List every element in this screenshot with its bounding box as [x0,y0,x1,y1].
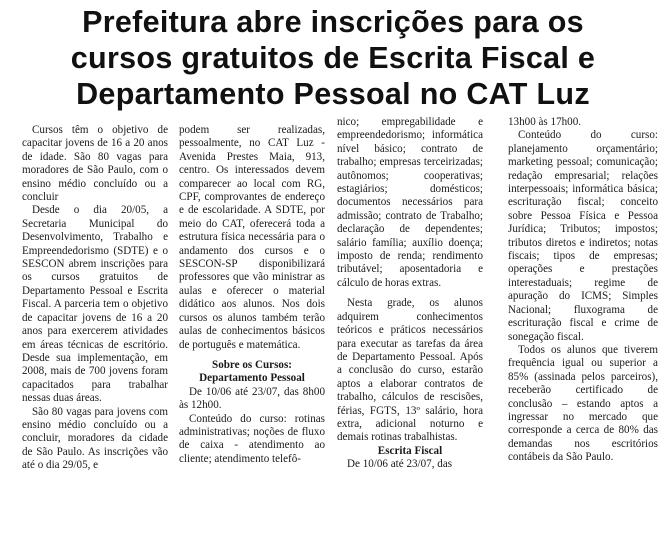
paragraph: 13h00 às 17h00. [508,116,582,128]
paragraph: podem ser realizadas, pessoalmente, no CAT Luz - Avenida Prestes Maia, 913, centro. Os interessados devem comparecer ao local com RG, CPF, comprovantes de endereço e de escolaridade. A SDTE, por meio do CAT, oferecerá toda a estrutura física necessária para o andamento dos cursos e o SESCON-SP disponibilizará professores que vão ministrar as aulas e oferecer o material didático aos alunos. Nos dois cursos os alunos também terão aulas de conhecimentos básicos de português e matemática. [179,124,325,351]
paragraph: Todos os alunos que tiverem frequência igual ou superior a 85% (assinada pelos parceiros), receberão certificado de conclusão – estando aptos a ingressar no mercado que corresponde a cerca de 80% das demandas nos escritórios contábeis da São Paulo. [508,343,658,464]
article-body [22,116,662,548]
subheading: Escrita Fiscal [377,444,443,457]
headline-line-3: Departamento Pessoal no CAT Luz [76,77,590,111]
headline-line-1: Prefeitura abre inscrições para os [82,5,584,39]
paragraph: Desde o dia 20/05, a Secretaria Municipal do Desenvolvimento, Trabalho e Empreendedorismo (SDTE) e o SESCON abrem inscrições para os cursos gratuitos de Departamento Pessoal e Escrita Fiscal. A parceria tem o objetivo de capacitar jovens de 16 a 20 anos para exercerem atividades em áreas técnicas de escritório. Desde sua implementação, em 2008, mais de 700 jovens foram capacitados para trabalhar nessas duas áreas. [22,204,168,405]
paragraph: São 80 vagas para jovens com ensino médio concluído ou a concluir, moradores da cidade de São Paulo. As inscrições vão até o dia 29/05, e [22,405,168,472]
paragraph: De 10/06 até 23/07, das 8h00 às 12h00. [179,385,325,412]
paragraph: De 10/06 até 23/07, das [347,458,453,471]
paragraph: Conteúdo do curso: rotinas administrativas; noções de fluxo de caixa - atendimento ao cliente; atendimento telefô- [179,412,325,465]
column-1 [22,124,168,473]
subheading: Departamento Pessoal [199,372,305,385]
paragraph: Conteúdo do curso: planejamento orçamentário; marketing pessoal; comunicação; redação empresarial; relações interpessoais; informática básica; escrituração fiscal; conceito sobre Pessoa Física e Pessoa Jurídica; Tributos; impostos; tributos diretos e indiretos; notas fiscais; tipos de empresas; operações e prestações interestaduais; regime de apuração do ICMS; Simples Nacional; fluxograma de escrituração fiscal e crime de sonegação fiscal. [508,129,658,343]
column-3 [337,116,483,472]
subheading: Sobre os Cursos: [212,358,292,371]
paragraph: nico; empregabilidade e empreendedorismo; informática nível básico; contrato de trabalho; empresas terceirizadas; autônomos; cooperativas; estagiários; domésticos; documentos necessários para admissão; contrato de Trabalho; declaração de dependentes; salário família; auxílio doença; imposto de renda; rendimento tributável; aposentadoria e cálculo de horas extras. [337,116,483,289]
column-2 [179,124,325,466]
paragraph: Cursos têm o objetivo de capacitar jovens de 16 a 20 anos de idade. São 80 vagas para moradores de São Paulo, com o ensino médio concluído ou a concluir [22,124,168,204]
paragraph: Nesta grade, os alunos adquirem conhecimentos teóricos e práticos necessários para executar as tarefas da área de Departamento Pessoal. Após a conclusão do curso, estarão aptos a elaborar contratos de trabalho, cálculos de rescisões, férias, FGTS, 13º salário, hora extra, adicional noturno e demais rotinas trabalhistas. [337,297,483,444]
column-4 [508,116,658,465]
headline-line-2: cursos gratuitos de Escrita Fiscal e [70,41,596,75]
headline [10,4,656,112]
